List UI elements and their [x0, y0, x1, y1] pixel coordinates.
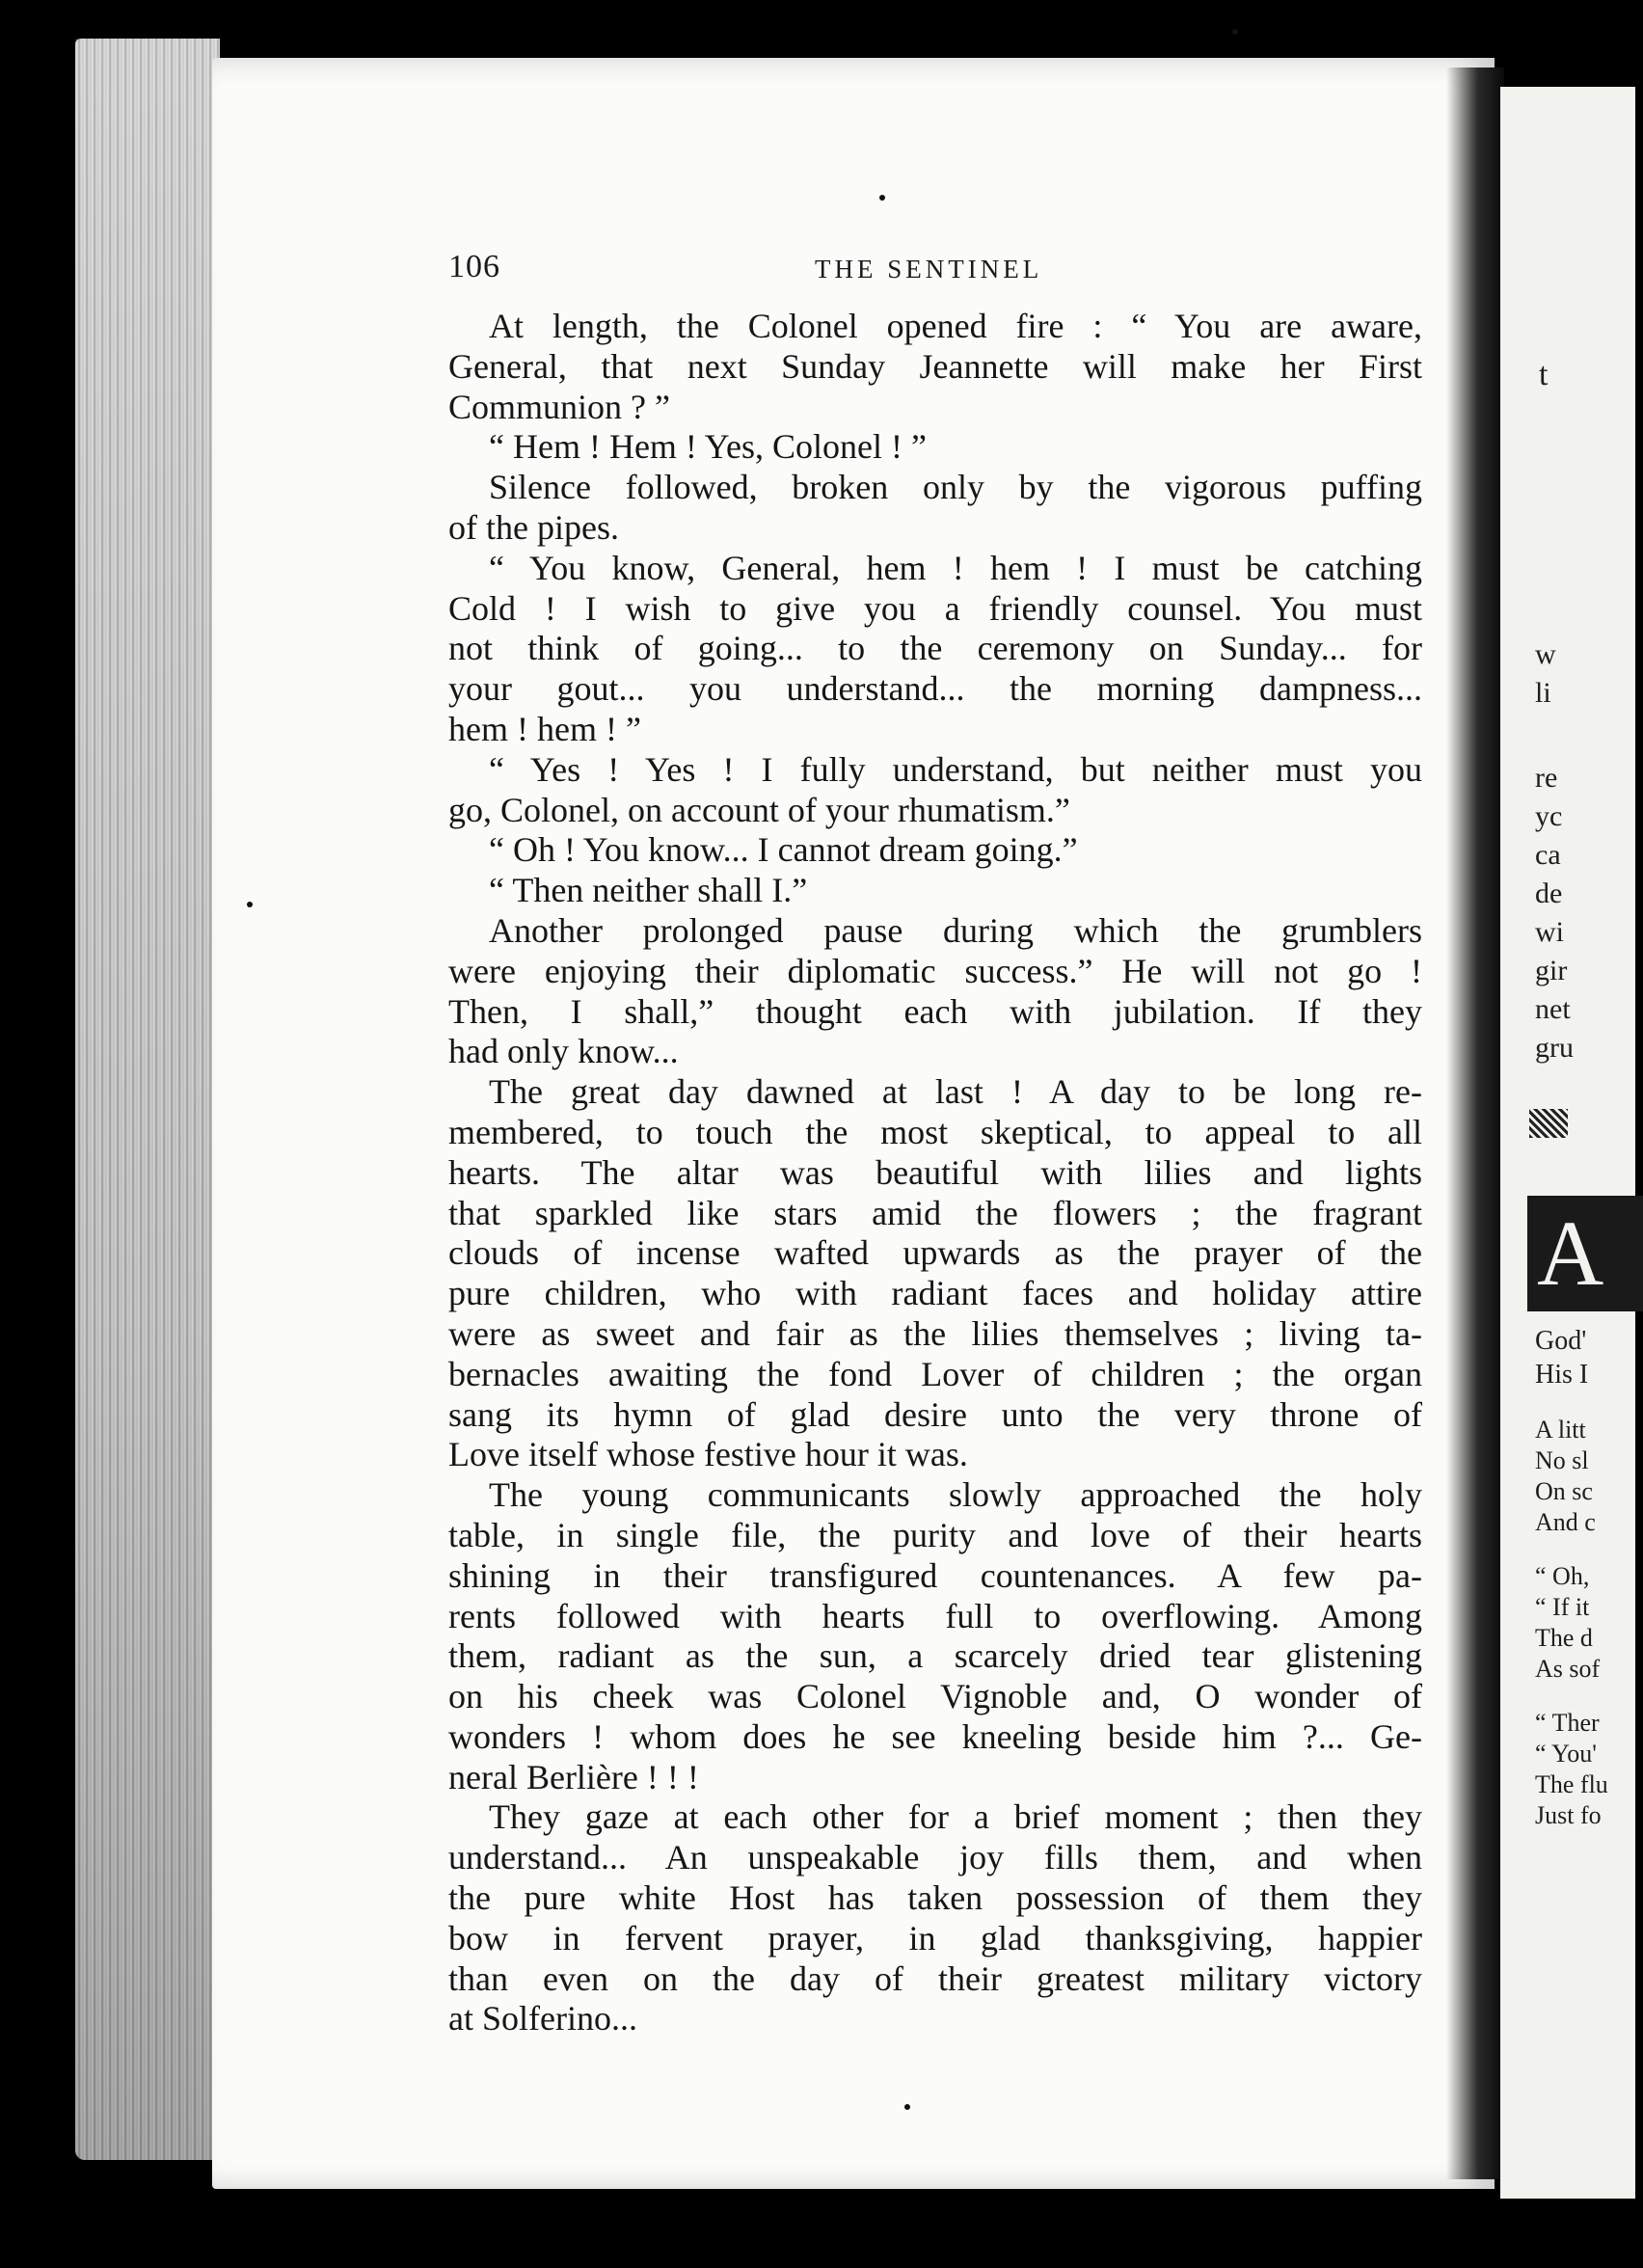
text-line: The young communicants slowly approached the holy	[489, 1475, 1422, 1515]
text-line: shining in their transfigured countenances. A few pa-	[448, 1555, 1422, 1595]
text-line: clouds of incense wafted upwards as the prayer of the	[448, 1233, 1422, 1273]
facing-page	[1500, 87, 1635, 2199]
scan-speck	[247, 902, 253, 907]
facing-fragment: net	[1535, 993, 1571, 1025]
text-line: “ Then neither shall I.”	[489, 871, 808, 910]
facing-fragment: “ Oh,	[1535, 1562, 1590, 1590]
scan-speck	[879, 195, 885, 201]
text-line: go, Colonel, on account of your rhumatism.”	[448, 790, 1070, 829]
facing-fragment: The flu	[1535, 1770, 1608, 1798]
facing-fragment: w	[1535, 638, 1556, 670]
text-line: hearts. The altar was beautiful with lilies and lights	[448, 1152, 1422, 1192]
scan-speck	[904, 2104, 910, 2110]
text-line: Cold ! I wish to give you a friendly counsel. You must	[448, 588, 1422, 628]
text-line: Love itself whose festive hour it was.	[448, 1435, 968, 1474]
text-line: at Solferino...	[448, 1999, 637, 2038]
text-line: wonders ! whom does he see kneeling beside him ?... Ge-	[448, 1716, 1422, 1756]
text-line: “ Yes ! Yes ! I fully understand, but neither must you	[489, 749, 1422, 789]
page-number: 106	[448, 249, 500, 284]
facing-fragment: No sl	[1535, 1446, 1589, 1474]
facing-fragment: On sc	[1535, 1477, 1593, 1505]
drop-cap-initial: A	[1527, 1196, 1643, 1311]
text-line: “ Oh ! You know... I cannot dream going.”	[489, 830, 1078, 870]
text-line: Silence followed, broken only by the vigorous puffing	[489, 468, 1422, 507]
text-line: had only know...	[448, 1032, 679, 1071]
gutter-shadow	[1446, 68, 1504, 2179]
facing-fragment: “ You'	[1535, 1740, 1597, 1768]
text-line: the pure white Host has taken possession of them they	[448, 1878, 1422, 1918]
text-line: on his cheek was Colonel Vignoble and, O wonder of	[448, 1677, 1422, 1716]
text-line: Communion ? ”	[448, 387, 670, 426]
facing-fragment: “ If it	[1535, 1593, 1590, 1621]
facing-fragment: As sof	[1535, 1655, 1601, 1683]
running-head	[448, 249, 1422, 287]
text-line: General, that next Sunday Jeannette will make her First	[448, 346, 1422, 386]
facing-fragment: The d	[1535, 1624, 1593, 1652]
text-line: “ You know, General, hem ! hem ! I must be catching	[489, 548, 1422, 587]
text-line: “ Hem ! Hem ! Yes, Colonel ! ”	[489, 427, 927, 467]
text-line: sang its hymn of glad desire unto the very throne of	[448, 1394, 1422, 1434]
text-line: table, in single file, the purity and love of their hearts	[448, 1515, 1422, 1554]
facing-fragment: yc	[1535, 800, 1563, 832]
text-line: of the pipes.	[448, 507, 619, 547]
text-line: hem ! hem ! ”	[448, 709, 641, 748]
facing-fragment: gru	[1535, 1032, 1574, 1064]
text-line: Then, I shall,” thought each with jubilation. If they	[448, 991, 1422, 1031]
body-text	[448, 307, 1422, 2039]
text-line: were as sweet and fair as the lilies themselves ; living ta-	[448, 1313, 1422, 1353]
text-line: They gaze at each other for a brief moment ; then they	[489, 1797, 1422, 1837]
text-line: bernacles awaiting the fond Lover of children ; the organ	[448, 1354, 1422, 1393]
facing-fragment: And c	[1535, 1508, 1596, 1536]
facing-fragment: God'	[1535, 1326, 1587, 1356]
text-line: neral Berlière ! ! !	[448, 1757, 699, 1796]
facing-fragment: gir	[1535, 955, 1568, 986]
facing-fragment: ca	[1535, 839, 1561, 871]
facing-fragment: t	[1539, 357, 1549, 392]
text-line: membered, to touch the most skeptical, to appeal to all	[448, 1112, 1422, 1151]
running-title: THE SENTINEL	[815, 255, 1043, 284]
text-line: The great day dawned at last ! A day to be long re-	[489, 1072, 1422, 1112]
text-line: pure children, who with radiant faces and holiday attire	[448, 1274, 1422, 1313]
facing-fragment: His I	[1535, 1360, 1589, 1390]
page-edges-stack	[75, 39, 220, 2160]
text-line: that sparkled like stars amid the flowers ; the fragrant	[448, 1193, 1422, 1232]
text-line: understand... An unspeakable joy fills them, and when	[448, 1838, 1422, 1877]
facing-fragment: de	[1535, 878, 1563, 909]
text-line: not think of going... to the ceremony on Sunday... for	[448, 629, 1422, 668]
text-line: bow in fervent prayer, in glad thanksgiving, happier	[448, 1918, 1422, 1958]
text-line: rents followed with hearts full to overflowing. Among	[448, 1596, 1422, 1635]
scan-speck	[1232, 29, 1238, 35]
facing-fragment: “ Ther	[1535, 1709, 1600, 1737]
text-line: your gout... you understand... the morning dampness...	[448, 669, 1422, 709]
facing-fragment: li	[1535, 677, 1551, 709]
text-line: were enjoying their diplomatic success.” He will not go !	[448, 951, 1422, 990]
facing-fragment: wi	[1535, 916, 1564, 948]
facing-fragment: re	[1535, 762, 1558, 794]
text-line: At length, the Colonel opened fire : “ You are aware,	[489, 307, 1422, 345]
text-line: than even on the day of their greatest military victory	[448, 1958, 1422, 1998]
text-line: them, radiant as the sun, a scarcely dried tear glistening	[448, 1636, 1422, 1676]
facing-fragment: A litt	[1535, 1416, 1586, 1444]
text-line: Another prolonged pause during which the grumblers	[489, 910, 1422, 950]
ornament-icon	[1529, 1109, 1568, 1138]
facing-fragment: Just fo	[1535, 1801, 1602, 1829]
